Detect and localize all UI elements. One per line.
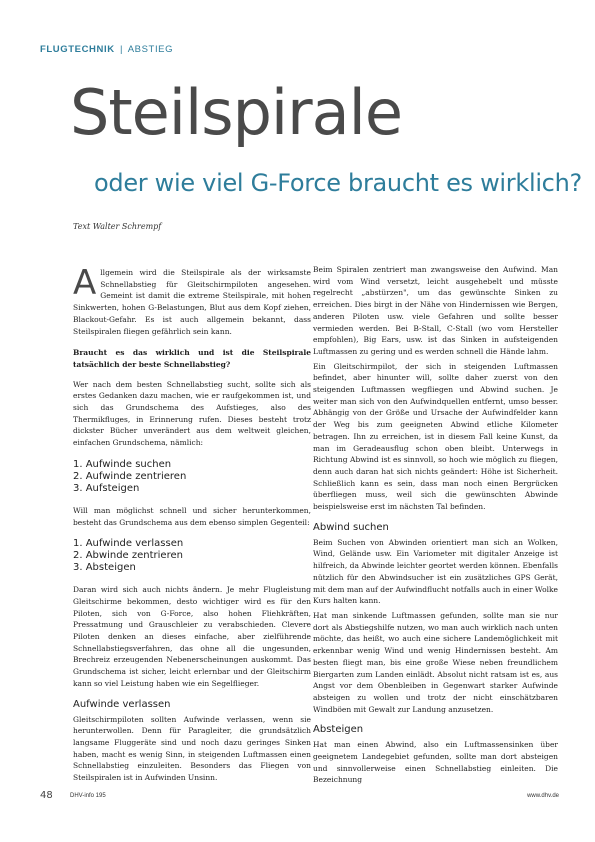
subheading: Abwind suchen <box>313 521 389 533</box>
paragraph: Hat man sinkende Luftmassen gefunden, sollte man sie nur dort als Abstiegshilfe nutzen, wo man auch wirklich nach unten möchte, das heißt, wo auch eine sichere Landemöglichkeit mit erkennbar wenig Wind und wenig Hindernissen besteht. Am besten fliegt man, bis eine große Wiese neben freundlichem Biergarten zum Landen einlädt. Absolut nicht ratsam ist es, aus Angst vor dem Obenbleiben in Gegenwart starker Aufwinde absteigen zu wollen und trotz der nicht einschätzbaren Windböen mit Gewalt zur Landung anzusetzen. <box>313 610 558 714</box>
list-item: 3. Absteigen <box>73 562 136 574</box>
paragraph: Beim Suchen von Abwinden orientiert man sich an Wolken, Wind, Gelände usw. Ein Variometer mit digitaler Anzeige ist hilfreich, da Abwinde leichter geortet werden können. Ebenfalls nützlich für den Abwindsucher ist ein zusätzliches GPS Gerät, mit dem man auf der Aufwindflucht notfalls auch in einer Wolke Kurs halten kann. <box>313 537 558 606</box>
website-url: www.dhv.de <box>527 793 559 799</box>
list-item: 2. Aufwinde zentrieren <box>73 470 187 482</box>
section-separator: | <box>119 44 124 55</box>
paragraph: Will man möglichst schnell und sicher herunterkommen, besteht das Grundschema aus dem ebenso simplen Gegenteil: <box>73 505 311 527</box>
paragraph: Beim Spiralen zentriert man zwangsweise den Aufwind. Man wird vom Wind versetzt, leicht ausgehebelt und müsste regelrecht „abstürzen", um das gewünschte Sinken zu erreichen. Dies birgt in der Nähe von Hindernissen wie Bergen, anderen Piloten usw. viele Gefahren und sollte besser vermieden werden. Bei B-Stall, C-Stall (wo vom Hersteller empfohlen), Big Ears, usw. ist das Sinken in aufsteigenden Luftmassen zu gering und es werden schnell die Hände lahm. <box>313 265 558 356</box>
intro-text: llgemein wird die Steilspirale als der wirksamste Schnellabstieg für Gleitschirmpiloten angesehen. Gemeint ist damit die extreme Steilspirale, mit hohen Sinkwerten, hohen G-Belastungen, Blut aus dem Kopf ziehen, Blackout-Gefahr. Es ist auch allgemein bekannt, dass Steilspiralen fliegen gefährlich sein kann. <box>73 268 311 336</box>
list-item: 2. Abwinde zentrieren <box>73 550 183 562</box>
article-title: Steilspirale <box>70 76 402 149</box>
list-item: 1. Aufwinde suchen <box>73 458 172 470</box>
paragraph: Wer nach dem besten Schnellabstieg sucht, sollte sich als erstes Gedanken dazu machen, wie er raufgekommen ist, und sich das Grundschema des Aufstieges, also des Thermikfluges, in Erinnerung rufen. Dieses besteht trotz dickster Bücher unverändert aus dem weltweit gleichen, einfachen Grundschema, nämlich: <box>73 379 311 448</box>
intro-paragraph <box>73 263 311 337</box>
byline: Text Walter Schrempf <box>73 222 162 231</box>
drop-cap: A <box>73 263 97 303</box>
page-number: 48 <box>40 790 53 801</box>
subheading: Aufwinde verlassen <box>73 698 171 710</box>
subsection-label: ABSTIEG <box>127 44 174 55</box>
magazine-issue: DHV-info 195 <box>70 793 106 799</box>
right-column <box>313 264 558 789</box>
list-item: 3. Aufsteigen <box>73 482 140 494</box>
paragraph: Hat man einen Abwind, also ein Luftmassensinken über geeignetem Landegebiet gefunden, sollte man dort absteigen und sinnvollerweise einen Schnellabstieg einleiten. Die Bezeichnung <box>313 740 558 785</box>
section-kicker <box>40 44 173 55</box>
paragraph: Gleitschirmpiloten sollten Aufwinde verlassen, wenn sie herunterwollen. Denn für Paragleiter, die grundsätzlich langsame Fluggeräte sind und noch dazu geringes Sinken haben, macht es wenig Sinn, in steigenden Luftmassen einen Schnellabstieg einzuleiten. Besonders das Fliegen von Steilspiralen ist in Aufwinden Unsinn. <box>73 714 311 783</box>
ascent-scheme-list <box>73 459 311 495</box>
section-label: FLUGTECHNIK <box>40 44 115 55</box>
descent-scheme-list <box>73 538 311 574</box>
article-subtitle: oder wie viel G-Force braucht es wirklich? <box>94 169 582 197</box>
paragraph: Daran wird sich auch nichts ändern. Je mehr Flugleistung Gleitschirme bekommen, desto wichtiger wird es für den Piloten, sich von G-Force, also hohen Fliehkräften, Pressatmung und Grauschleier zu verabschieden. Clevere Piloten denken an dieses einfache, aber zielführende Schnellabstiegsverfahren, das ohne all die ungesunden, Brechreiz erzeugenden Nebenerscheinungen auskommt. Das Grundschema ist sicher, leicht erlernbar und der Gleitschirm kann so viel Leistung haben wie ein Segelflieger. <box>73 585 311 688</box>
list-item: 1. Aufwinde verlassen <box>73 538 184 550</box>
paragraph: Ein Gleitschirmpilot, der sich in steigenden Luftmassen befindet, aber hinunter will, sollte daher zuerst von den steigenden Luftmassen wegfliegen und Abwind suchen. Je weiter man sich von den Aufwindquellen entfernt, umso besser. Abhängig von der Größe und Ursache der Aufwindfelder kann der Weg bis zum geeigneten Abwind etliche Kilometer betragen. Ihn zu erreichen, ist in diesem Fall keine Kunst, da man im Geradeausflug schon oben bleibt. Unterwegs in Richtung Abwind ist es sinnvoll, so hoch wie möglich zu fliegen, denn auch daran hat sich nichts geändert: Höhe ist Sicherheit. Schließlich kann es sein, dass man noch einen Bergrücken überfliegen muss, weil sich die gewünschten Abwinde beispielsweise erst im nächsten Tal befinden. <box>313 361 558 512</box>
left-column <box>73 263 311 787</box>
lead-question: Braucht es das wirklich und ist die Steilspirale tatsächlich der beste Schnellabstieg? <box>73 348 311 369</box>
subheading: Absteigen <box>313 724 364 736</box>
